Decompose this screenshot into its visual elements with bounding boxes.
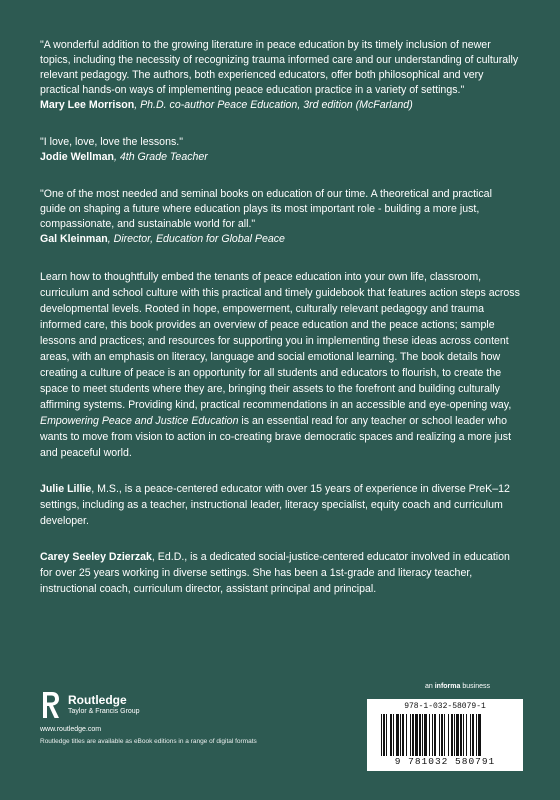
- quote-text: "I love, love, love the lessons.": [40, 136, 183, 148]
- barcode-icon: [381, 714, 509, 756]
- quote-text: "One of the most needed and seminal books on education of our time. A theoretical and practical guide on shaping a future where education plays its most important role - building a more just, compassionate, and sustainable world for all.": [40, 188, 492, 230]
- barcode-bar: [400, 714, 401, 756]
- barcode-bar: [472, 714, 474, 756]
- barcode-bar: [381, 714, 382, 756]
- barcode-bar: [422, 714, 423, 756]
- quote-block-3: [40, 187, 520, 247]
- barcode-bar: [456, 714, 459, 756]
- isbn-number: 978-1-032-58079-1: [404, 702, 486, 711]
- description-part-1: Learn how to thoughtfully embed the tenants of peace education into your own life, classroom, curriculum and school culture with this practical and timely guidebook that features action steps across developmental levels. Rooted in hope, empowerment, culturally relevant pedagogy and trauma informed care, this book provides an overview of peace education and the peace actions; sample lessons and practices; and resources for supporting you in implementing these ideas across content areas, with an emphasis on literacy, language and social emotional learning. The book details how creating a culture of peace is an opportunity for all students and educators to flourish, to create the space to meet students where they are, bringing their assets to the forefront and building culturally affirming systems. Providing kind, practical recommendations in an accessible and eye-opening way,: [40, 271, 520, 411]
- ean-number: 9 781032 580791: [394, 756, 496, 767]
- barcode-bar: [460, 714, 462, 756]
- barcode-bar: [386, 714, 387, 756]
- quote-author: Jodie Wellman: [40, 151, 114, 163]
- publisher-name-group: [68, 694, 140, 716]
- ebook-note: Routledge titles are available as eBook editions in a range of digital formats: [40, 738, 257, 745]
- description-part-2: is an essential read for any teacher or school leader who wants to move from vision to action in co-creating brave democratic spaces and realizing a more just and peaceful world.: [40, 415, 512, 459]
- barcode-bar: [434, 714, 436, 756]
- quote-attribution: [40, 232, 520, 247]
- barcode-bar: [454, 714, 455, 756]
- barcode-bar: [383, 714, 385, 756]
- quote-attribution: [40, 150, 520, 165]
- barcode-bar: [424, 714, 427, 756]
- author-bio-text: , M.S., is a peace-centered educator with over 15 years of experience in diverse PreK–12 settings, including as a teacher, instructional leader, literacy specialist, equity coach and curriculum developer.: [40, 483, 510, 527]
- book-description: [40, 269, 520, 461]
- quote-author-title: , Ph.D. co-author Peace Education, 3rd edition (McFarland): [134, 99, 413, 111]
- barcode-bar: [439, 714, 440, 756]
- informa-prefix: an: [425, 683, 435, 690]
- quote-block-1: [40, 38, 520, 113]
- barcode-bar: [396, 714, 399, 756]
- quote-block-2: [40, 135, 520, 165]
- barcode-bar: [410, 714, 411, 756]
- barcode-bar: [444, 714, 445, 756]
- barcode-bar: [432, 714, 433, 756]
- isbn-barcode: [367, 699, 523, 771]
- publisher-name: Routledge: [68, 693, 127, 707]
- barcode-bar: [448, 714, 449, 756]
- barcode-bar: [478, 714, 481, 756]
- quote-author-title: , Director, Education for Global Peace: [107, 233, 285, 245]
- informa-suffix: business: [460, 683, 490, 690]
- publisher-logo: [40, 690, 260, 720]
- quote-author-title: , 4th Grade Teacher: [113, 151, 208, 163]
- author-bio-text: , Ed.D., is a dedicated social-justice-centered educator involved in education for over 25 years working in diverse settings. She has been a 1st-grade and literacy teacher, instructional coach, curriculum director, assistant principal and principal.: [40, 551, 510, 595]
- barcode-bar: [470, 714, 471, 756]
- informa-business-label: [425, 683, 490, 690]
- quote-author: Mary Lee Morrison: [40, 99, 135, 111]
- barcode-bar: [419, 714, 421, 756]
- barcode-bar: [476, 714, 477, 756]
- author-bio-1: [40, 481, 520, 529]
- publisher-block: [40, 690, 260, 746]
- barcode-bar: [406, 714, 407, 756]
- author-name: Julie Lillie: [40, 483, 92, 495]
- barcode-bar: [393, 714, 394, 756]
- quote-attribution: [40, 98, 520, 113]
- barcode-bar: [466, 714, 467, 756]
- author-name: Carey Seeley Dzierzak: [40, 551, 152, 563]
- author-bio-2: [40, 549, 520, 597]
- publisher-group: Taylor & Francis Group: [68, 708, 140, 715]
- barcode-bar: [415, 714, 418, 756]
- publisher-url[interactable]: www.routledge.com: [40, 726, 102, 733]
- barcode-bar: [402, 714, 404, 756]
- barcode-bar: [451, 714, 453, 756]
- barcode-bar: [429, 714, 430, 756]
- informa-brand: informa: [434, 683, 461, 690]
- quote-author: Gal Kleinman: [40, 233, 108, 245]
- barcode-bar: [412, 714, 414, 756]
- routledge-logo-icon: [40, 690, 62, 720]
- quote-text: "A wonderful addition to the growing literature in peace education by its timely inclusion of newer topics, including the necessity of recognizing trauma informed care and our understanding of culturally relevant pedagogy. The authors, both experienced educators, offer both philosophical and very practical hands-on ways of implementing peace education practice in a variety of settings.": [40, 39, 519, 96]
- barcode-bar: [463, 714, 464, 756]
- book-title: Empowering Peace and Justice Education: [40, 415, 239, 427]
- barcode-bar: [390, 714, 392, 756]
- back-cover-content: [40, 38, 520, 617]
- barcode-bar: [441, 714, 443, 756]
